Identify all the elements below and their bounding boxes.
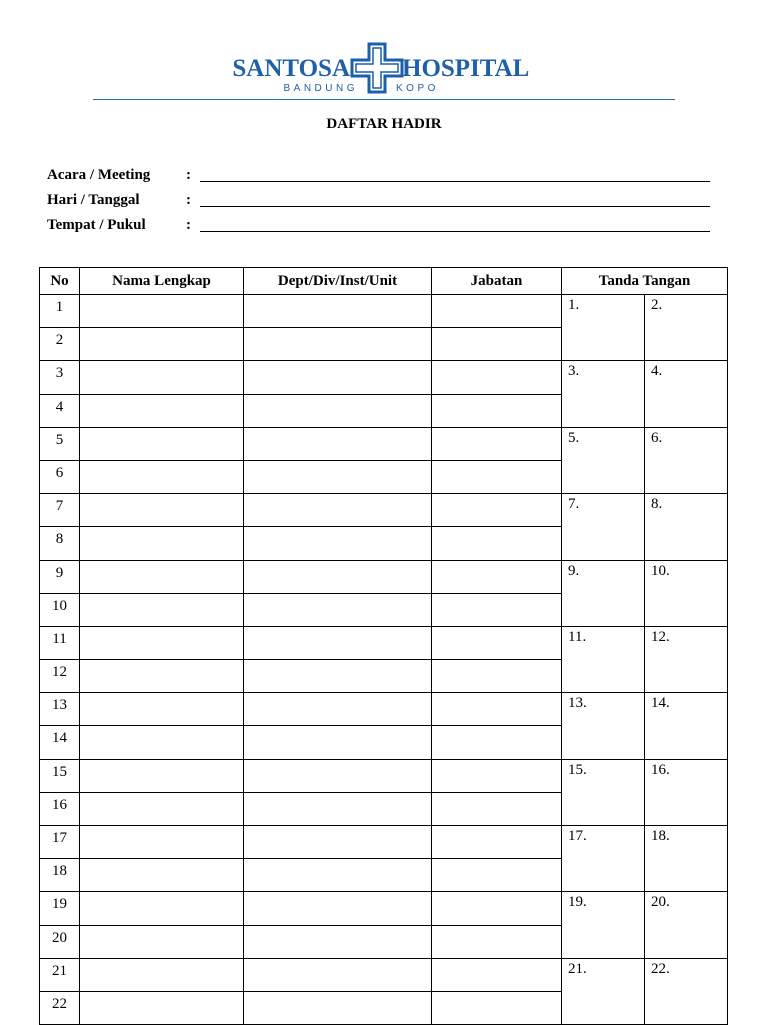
row-number: 6 bbox=[40, 460, 80, 493]
signature-cell[interactable]: 7. bbox=[562, 494, 645, 560]
row-number: 7 bbox=[40, 494, 80, 527]
cell-jabatan[interactable] bbox=[432, 626, 562, 659]
cell-jabatan[interactable] bbox=[432, 726, 562, 759]
signature-cell[interactable]: 12. bbox=[645, 626, 728, 692]
row-number: 22 bbox=[40, 991, 80, 1024]
table-row bbox=[40, 494, 728, 527]
cell-jabatan[interactable] bbox=[432, 560, 562, 593]
cell-nama-lengkap[interactable] bbox=[80, 560, 244, 593]
cell-dept[interactable] bbox=[244, 427, 432, 460]
signature-cell[interactable]: 11. bbox=[562, 626, 645, 692]
row-number: 3 bbox=[40, 361, 80, 394]
row-number: 16 bbox=[40, 792, 80, 825]
signature-cell[interactable]: 3. bbox=[562, 361, 645, 427]
signature-cell[interactable]: 9. bbox=[562, 560, 645, 626]
header-no: No bbox=[40, 268, 80, 295]
santosa-hospital-logo bbox=[0, 40, 768, 96]
cell-nama-lengkap[interactable] bbox=[80, 494, 244, 527]
header-tanda-tangan: Tanda Tangan bbox=[562, 268, 728, 295]
cell-dept[interactable] bbox=[244, 660, 432, 693]
signature-cell[interactable]: 18. bbox=[645, 826, 728, 892]
cell-nama-lengkap[interactable] bbox=[80, 925, 244, 958]
cell-jabatan[interactable] bbox=[432, 361, 562, 394]
signature-cell[interactable]: 1. bbox=[562, 295, 645, 361]
cell-dept[interactable] bbox=[244, 626, 432, 659]
cell-dept[interactable] bbox=[244, 361, 432, 394]
cell-nama-lengkap[interactable] bbox=[80, 859, 244, 892]
cell-nama-lengkap[interactable] bbox=[80, 527, 244, 560]
row-number: 13 bbox=[40, 693, 80, 726]
table-row bbox=[40, 759, 728, 792]
field-colon: : bbox=[186, 167, 191, 183]
signature-cell[interactable]: 10. bbox=[645, 560, 728, 626]
logo-left-word: SANTOSA bbox=[232, 55, 350, 82]
cell-dept[interactable] bbox=[244, 759, 432, 792]
header-dept: Dept/Div/Inst/Unit bbox=[244, 268, 432, 295]
cell-dept[interactable] bbox=[244, 726, 432, 759]
header-jabatan: Jabatan bbox=[432, 268, 562, 295]
cell-dept[interactable] bbox=[244, 295, 432, 328]
cross-icon bbox=[352, 44, 402, 92]
cell-dept[interactable] bbox=[244, 394, 432, 427]
header-rule bbox=[93, 99, 675, 100]
field-line-tempat[interactable] bbox=[200, 231, 710, 232]
cell-jabatan[interactable] bbox=[432, 991, 562, 1024]
cell-nama-lengkap[interactable] bbox=[80, 826, 244, 859]
cell-jabatan[interactable] bbox=[432, 527, 562, 560]
row-number: 20 bbox=[40, 925, 80, 958]
row-number: 1 bbox=[40, 295, 80, 328]
cell-dept[interactable] bbox=[244, 593, 432, 626]
signature-cell[interactable]: 15. bbox=[562, 759, 645, 825]
cell-jabatan[interactable] bbox=[432, 394, 562, 427]
logo-sub-left: BANDUNG bbox=[283, 83, 358, 94]
cell-dept[interactable] bbox=[244, 958, 432, 991]
cell-nama-lengkap[interactable] bbox=[80, 958, 244, 991]
header-nama-lengkap: Nama Lengkap bbox=[80, 268, 244, 295]
logo-sub-right: KOPO bbox=[396, 83, 439, 94]
cell-jabatan[interactable] bbox=[432, 859, 562, 892]
table-row bbox=[40, 958, 728, 991]
signature-cell[interactable]: 22. bbox=[645, 958, 728, 1024]
cell-jabatan[interactable] bbox=[432, 295, 562, 328]
cell-nama-lengkap[interactable] bbox=[80, 328, 244, 361]
row-number: 8 bbox=[40, 527, 80, 560]
cell-jabatan[interactable] bbox=[432, 427, 562, 460]
field-line-hari[interactable] bbox=[200, 206, 710, 207]
cell-nama-lengkap[interactable] bbox=[80, 626, 244, 659]
row-number: 15 bbox=[40, 759, 80, 792]
field-label-hari: Hari / Tanggal bbox=[47, 192, 140, 208]
row-number: 12 bbox=[40, 660, 80, 693]
cell-dept[interactable] bbox=[244, 693, 432, 726]
row-number: 14 bbox=[40, 726, 80, 759]
row-number: 5 bbox=[40, 427, 80, 460]
signature-cell[interactable]: 21. bbox=[562, 958, 645, 1024]
cell-jabatan[interactable] bbox=[432, 593, 562, 626]
signature-cell[interactable]: 14. bbox=[645, 693, 728, 759]
row-number: 10 bbox=[40, 593, 80, 626]
signature-cell[interactable]: 19. bbox=[562, 892, 645, 958]
cell-nama-lengkap[interactable] bbox=[80, 792, 244, 825]
cell-jabatan[interactable] bbox=[432, 460, 562, 493]
logo-right-word: HOSPITAL bbox=[402, 55, 530, 82]
cell-nama-lengkap[interactable] bbox=[80, 693, 244, 726]
cell-nama-lengkap[interactable] bbox=[80, 726, 244, 759]
row-number: 11 bbox=[40, 626, 80, 659]
cell-nama-lengkap[interactable] bbox=[80, 593, 244, 626]
cell-dept[interactable] bbox=[244, 527, 432, 560]
cell-jabatan[interactable] bbox=[432, 693, 562, 726]
cell-nama-lengkap[interactable] bbox=[80, 759, 244, 792]
cell-jabatan[interactable] bbox=[432, 792, 562, 825]
cell-jabatan[interactable] bbox=[432, 494, 562, 527]
attendance-table bbox=[39, 267, 728, 1025]
cell-jabatan[interactable] bbox=[432, 958, 562, 991]
field-label-tempat: Tempat / Pukul bbox=[47, 217, 146, 233]
row-number: 2 bbox=[40, 328, 80, 361]
table-row bbox=[40, 626, 728, 659]
table-row bbox=[40, 427, 728, 460]
cell-nama-lengkap[interactable] bbox=[80, 892, 244, 925]
cell-dept[interactable] bbox=[244, 925, 432, 958]
field-label-acara: Acara / Meeting bbox=[47, 167, 151, 183]
row-number: 18 bbox=[40, 859, 80, 892]
cell-nama-lengkap[interactable] bbox=[80, 295, 244, 328]
signature-cell[interactable]: 8. bbox=[645, 494, 728, 560]
row-number: 9 bbox=[40, 560, 80, 593]
cell-dept[interactable] bbox=[244, 494, 432, 527]
signature-cell[interactable]: 5. bbox=[562, 427, 645, 493]
cell-dept[interactable] bbox=[244, 892, 432, 925]
signature-cell[interactable]: 17. bbox=[562, 826, 645, 892]
signature-cell[interactable]: 13. bbox=[562, 693, 645, 759]
cell-nama-lengkap[interactable] bbox=[80, 394, 244, 427]
cell-jabatan[interactable] bbox=[432, 759, 562, 792]
cell-dept[interactable] bbox=[244, 792, 432, 825]
row-number: 21 bbox=[40, 958, 80, 991]
cell-jabatan[interactable] bbox=[432, 925, 562, 958]
cell-jabatan[interactable] bbox=[432, 660, 562, 693]
signature-cell[interactable]: 20. bbox=[645, 892, 728, 958]
signature-cell[interactable]: 16. bbox=[645, 759, 728, 825]
cell-nama-lengkap[interactable] bbox=[80, 427, 244, 460]
cell-nama-lengkap[interactable] bbox=[80, 991, 244, 1024]
cell-jabatan[interactable] bbox=[432, 826, 562, 859]
row-number: 4 bbox=[40, 394, 80, 427]
cell-dept[interactable] bbox=[244, 560, 432, 593]
signature-cell[interactable]: 6. bbox=[645, 427, 728, 493]
cell-dept[interactable] bbox=[244, 328, 432, 361]
field-colon: : bbox=[186, 217, 191, 233]
table-row bbox=[40, 361, 728, 394]
table-row bbox=[40, 693, 728, 726]
cell-dept[interactable] bbox=[244, 826, 432, 859]
table-row bbox=[40, 826, 728, 859]
cell-dept[interactable] bbox=[244, 991, 432, 1024]
page-title: DAFTAR HADIR bbox=[326, 116, 442, 132]
cell-jabatan[interactable] bbox=[432, 328, 562, 361]
row-number: 19 bbox=[40, 892, 80, 925]
cell-dept[interactable] bbox=[244, 859, 432, 892]
signature-cell[interactable]: 4. bbox=[645, 361, 728, 427]
cell-nama-lengkap[interactable] bbox=[80, 660, 244, 693]
signature-cell[interactable]: 2. bbox=[645, 295, 728, 361]
table-row bbox=[40, 892, 728, 925]
table-row bbox=[40, 295, 728, 328]
row-number: 17 bbox=[40, 826, 80, 859]
cell-dept[interactable] bbox=[244, 460, 432, 493]
table-row bbox=[40, 560, 728, 593]
cell-jabatan[interactable] bbox=[432, 892, 562, 925]
field-colon: : bbox=[186, 192, 191, 208]
cell-nama-lengkap[interactable] bbox=[80, 460, 244, 493]
cell-nama-lengkap[interactable] bbox=[80, 361, 244, 394]
field-line-acara[interactable] bbox=[200, 181, 710, 182]
